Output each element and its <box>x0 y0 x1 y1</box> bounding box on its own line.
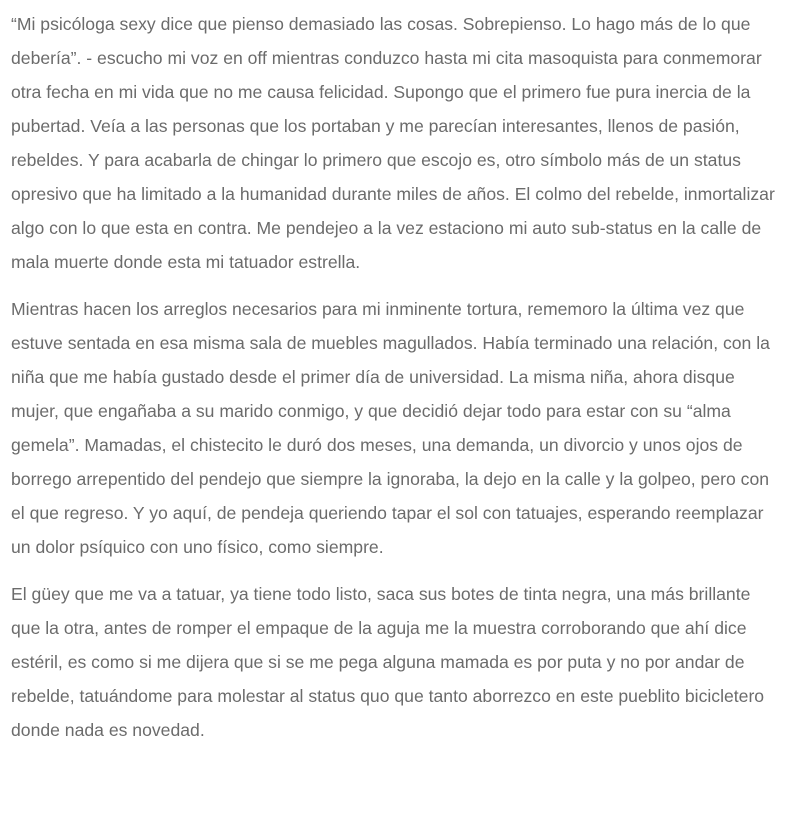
paragraph-2: Mientras hacen los arreglos necesarios para mi inminente tortura, rememoro la última vez que estuve sentada en esa misma sala de muebles magullados. Había terminado una relación, con la niña que me había gustado desde el primer día de universidad. La misma niña, ahora disque mujer, que engañaba a su marido conmigo, y que decidió dejar todo para estar con su “alma gemela”. Mamadas, el chistecito le duró dos meses, una demanda, un divorcio y unos ojos de borrego arrepentido del pendejo que siempre la ignoraba, la dejo en la calle y la golpeo, pero con el que regreso. Y yo aquí, de pendeja queriendo tapar el sol con tatuajes, esperando reemplazar un dolor psíquico con uno físico, como siempre. <box>11 299 770 557</box>
paragraph-3: El güey que me va a tatuar, ya tiene todo listo, saca sus botes de tinta negra, una más brillante que la otra, antes de romper el empaque de la aguja me la muestra corroborando que ahí dice estéril, es como si me dijera que si se me pega alguna mamada es por puta y no por andar de rebelde, tatuándome para molestar al status quo que tanto aborrezco en este pueblito bicicletero donde nada es novedad. <box>11 584 765 740</box>
paragraph-1: “Mi psicóloga sexy dice que pienso demasiado las cosas. Sobrepienso. Lo hago más de lo que debería”. - escucho mi voz en off mientras conduzco hasta mi cita masoquista para conmemorar otra fecha en mi vida que no me causa felicidad. Supongo que el primero fue pura inercia de la pubertad. Veía a las personas que los portaban y me parecían interesantes, llenos de pasión, rebeldes. Y para acabarla de chingar lo primero que escojo es, otro símbolo más de un status opresivo que ha limitado a la humanidad durante miles de años. El colmo del rebelde, inmortalizar algo con lo que esta en contra. Me pendejeo a la vez estaciono mi auto sub-status en la calle de mala muerte donde esta mi tatuador estrella. <box>11 14 775 272</box>
